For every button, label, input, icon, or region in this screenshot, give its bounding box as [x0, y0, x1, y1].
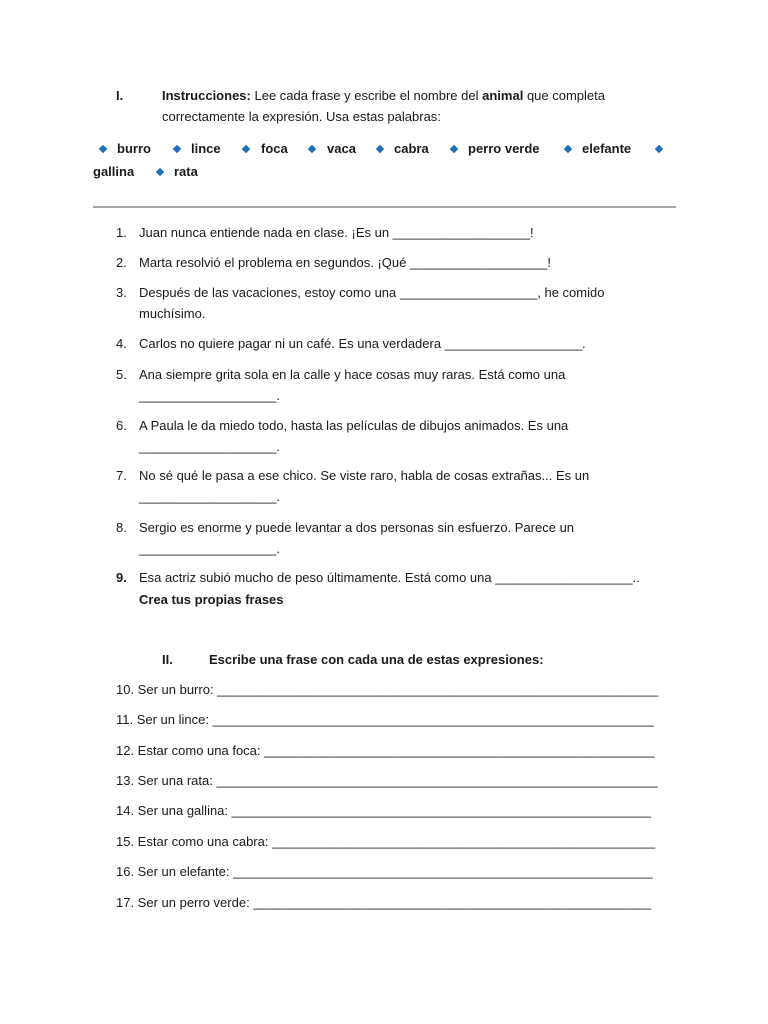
item-number: 3.	[116, 285, 127, 300]
item-text: A Paula le da miedo todo, hasta las películas de dibujos animados. Es una	[139, 418, 569, 433]
item-number: 7.	[116, 468, 127, 483]
item-subheading: Crea tus propias frases	[139, 592, 284, 607]
section-heading: Escribe una frase con cada una de estas expresiones:	[209, 652, 544, 667]
word-bank-item: lince	[191, 141, 221, 156]
item-text: Carlos no quiere pagar ni un café. Es una verdadera ___________________.	[139, 336, 586, 351]
item-text-continued: muchísimo.	[139, 306, 206, 321]
expression-line: 12. Estar como una foca: ______________________________________________________	[116, 743, 655, 758]
item-text-continued: ___________________.	[139, 388, 280, 403]
item-text: Ana siempre grita sola en la calle y hace cosas muy raras. Está como una	[139, 367, 566, 382]
expression-line: 14. Ser una gallina: __________________________________________________________	[116, 803, 651, 818]
item-number: 9.	[116, 570, 127, 585]
item-number: 1.	[116, 225, 127, 240]
bullet-diamond-icon	[564, 145, 572, 153]
bullet-diamond-icon	[173, 145, 181, 153]
item-text: No sé qué le pasa a ese chico. Se viste raro, habla de cosas extrañas... Es un	[139, 468, 590, 483]
expression-line: 16. Ser un elefante: __________________________________________________________	[116, 864, 653, 879]
bullet-diamond-icon	[156, 168, 164, 176]
instructions-line-2: correctamente la expresión. Usa estas palabras:	[162, 109, 441, 124]
bullet-diamond-icon	[450, 145, 458, 153]
word-bank-item: perro verde	[468, 141, 540, 156]
item-text: Esa actriz subió mucho de peso últimamente. Está como una ___________________..	[139, 570, 640, 585]
expression-line: 15. Estar como una cabra: _____________________________________________________	[116, 834, 656, 849]
item-text-continued: ___________________.	[139, 439, 280, 454]
expression-line: 11. Ser un lince: _____________________________________________________________	[116, 712, 654, 727]
bullet-diamond-icon	[655, 145, 663, 153]
bullet-diamond-icon	[99, 145, 107, 153]
word-bank-item: foca	[261, 141, 288, 156]
word-bank-item: cabra	[394, 141, 429, 156]
horizontal-divider	[93, 206, 676, 208]
item-text-continued: ___________________.	[139, 541, 280, 556]
instructions-text: Lee cada frase y escribe el nombre del	[254, 88, 479, 103]
item-number: 5.	[116, 367, 127, 382]
expression-line: 13. Ser una rata: _____________________________________________________________	[116, 773, 658, 788]
expression-line: 10. Ser un burro: _____________________________________________________________	[116, 682, 659, 697]
bullet-diamond-icon	[376, 145, 384, 153]
instructions-text-end: que completa	[526, 88, 605, 103]
item-number: 8.	[116, 520, 127, 535]
instructions-label: Instrucciones:	[162, 88, 251, 103]
word-bank-item: vaca	[327, 141, 356, 156]
bullet-diamond-icon	[308, 145, 316, 153]
item-text: Sergio es enorme y puede levantar a dos personas sin esfuerzo. Parece un	[139, 520, 575, 535]
item-text: Después de las vacaciones, estoy como una ___________________, he comido	[139, 285, 605, 300]
item-text: Juan nunca entiende nada en clase. ¡Es un ___________________!	[139, 225, 534, 240]
item-text-continued: ___________________.	[139, 489, 280, 504]
word-bank-item: elefante	[582, 141, 632, 156]
section-numeral: I.	[116, 88, 124, 103]
word-bank-item: rata	[174, 164, 198, 179]
item-number: 2.	[116, 255, 127, 270]
item-number: 4.	[116, 336, 127, 351]
section-numeral: II.	[162, 652, 173, 667]
expression-line: 17. Ser un perro verde: _______________________________________________________	[116, 895, 651, 910]
word-bank-item: burro	[117, 141, 151, 156]
instructions-line-1	[162, 88, 605, 103]
item-text: Marta resolvió el problema en segundos. ¡Qué ___________________!	[139, 255, 551, 270]
instructions-keyword: animal	[482, 88, 524, 103]
item-number: 6.	[116, 418, 127, 433]
word-bank-item: gallina	[93, 164, 135, 179]
bullet-diamond-icon	[242, 145, 250, 153]
